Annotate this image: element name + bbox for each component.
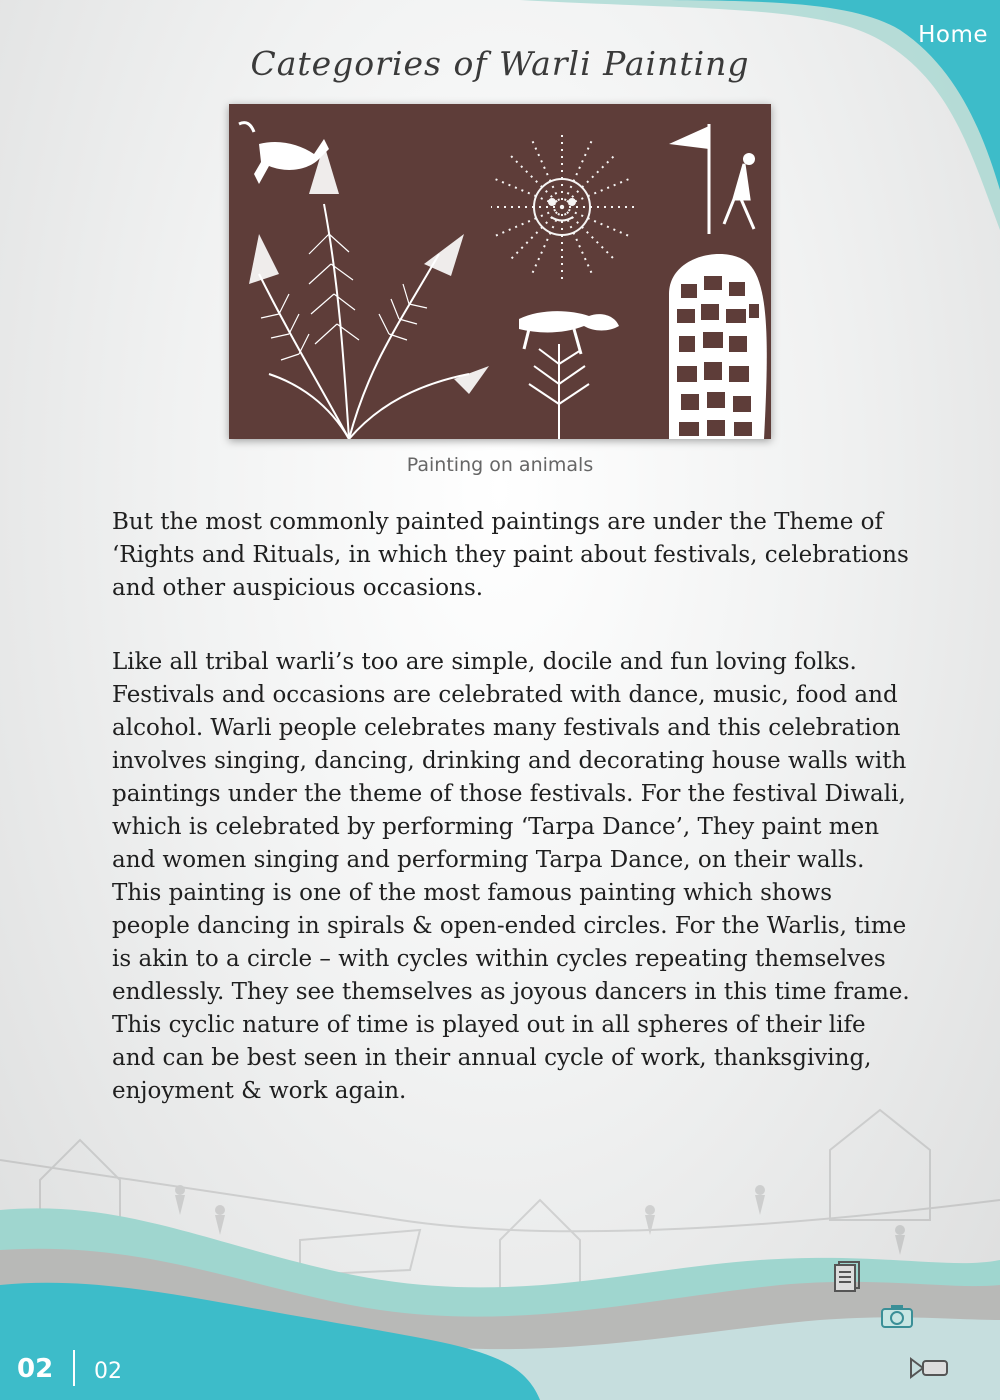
warli-painting-image: [229, 104, 771, 439]
page-sub-number: 02: [94, 1359, 122, 1384]
document-icon[interactable]: [833, 1260, 861, 1292]
warli-artwork: [229, 104, 771, 439]
video-icon[interactable]: [909, 1355, 949, 1381]
camera-icon[interactable]: [880, 1303, 914, 1329]
image-caption: Painting on animals: [406, 454, 594, 476]
page-number: 02: [17, 1354, 54, 1384]
paragraph-2: Like all tribal warli’s too are simple, docile and fun loving folks. Festivals and occasions are celebrated with dance, music, food and alcohol. Warli people celebrates many festivals and this celebration involves singing, dancing, drinking and decorating house walls with paintings under the theme of those festivals. For the festival Diwali, which is celebrated by performing ‘Tarpa Dance’, They paint men and women singing and performing Tarpa Dance, on their walls. This painting is one of the most famous painting which shows people dancing in spirals & open-ended circles. For the Warlis, time is akin to a circle – with cycles within cycles repeating themselves endlessly. They see themselves as joyous dancers in this time frame. This cyclic nature of time is played out in all spheres of their life and can be best seen in their annual cycle of work, thanksgiving, enjoyment & work again.: [112, 649, 910, 1104]
page-title: Categories of Warli Painting: [250, 44, 750, 83]
paragraph-1: But the most commonly painted paintings are under the Theme of ‘Rights and Rituals, in which they paint about festivals, celebrations and other auspicious occasions.: [112, 509, 909, 601]
home-link[interactable]: Home: [918, 22, 988, 48]
page-number-divider: [73, 1350, 75, 1386]
